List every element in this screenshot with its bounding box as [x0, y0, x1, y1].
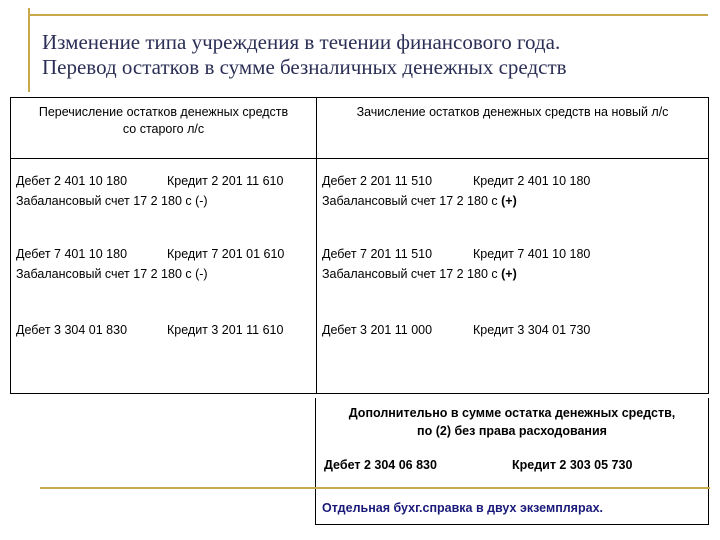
additional-kredit: Кредит 2 303 05 730 — [512, 458, 633, 472]
right-entry-1-kredit: Кредит 2 401 10 180 — [473, 174, 591, 188]
right-header-text: Зачисление остатков денежных средств на новый л/с — [356, 105, 669, 119]
left-entry-1-zabal: Забалансовый счет 17 2 180 с (-) — [16, 194, 208, 208]
left-entry-2-zabal: Забалансовый счет 17 2 180 с (-) — [16, 267, 208, 281]
page-title — [42, 30, 702, 80]
left-entry-1-kredit: Кредит 2 201 11 610 — [167, 174, 284, 188]
entries-table — [10, 97, 709, 394]
left-entry-3-kredit: Кредит 3 201 11 610 — [167, 323, 284, 337]
right-entry-2-sign: (+) — [501, 267, 517, 281]
left-entry-3-debet: Дебет 3 304 01 830 — [16, 323, 128, 337]
right-entry-1-zabal-text: Забалансовый счет 17 2 180 с — [322, 194, 502, 208]
note-text: Отдельная бухг.справка в двух экземплярах. — [322, 501, 603, 515]
additional-line-2: по (2) без права расходования — [417, 424, 607, 438]
decor-vertical-line — [28, 8, 30, 92]
right-entry-1-debet: Дебет 2 201 11 510 — [322, 174, 433, 188]
left-header-line-1: Перечисление остатков денежных средств — [38, 105, 289, 119]
right-entry-3-kredit: Кредит 3 304 01 730 — [473, 323, 591, 337]
decor-bottom-line — [40, 487, 710, 489]
additional-line-1: Дополнительно в сумме остатка денежных средств, — [348, 406, 676, 420]
right-entry-2-debet: Дебет 7 201 11 510 — [322, 247, 433, 261]
left-entry-2-kredit: Кредит 7 201 01 610 — [167, 247, 285, 261]
right-entry-2-zabal-text: Забалансовый счет 17 2 180 с — [322, 267, 502, 281]
right-column-header — [317, 98, 709, 159]
left-entry-1-debet: Дебет 2 401 10 180 — [16, 174, 128, 188]
left-entry-2-debet: Дебет 7 401 10 180 — [16, 247, 128, 261]
right-entry-1-sign: (+) — [501, 194, 517, 208]
additional-description — [316, 404, 708, 440]
title-line-2: Перевод остатков в сумме безналичных денежных средств — [42, 55, 567, 79]
right-entry-3-debet: Дебет 3 201 11 000 — [322, 323, 433, 337]
right-entry-1-zabal — [322, 191, 517, 211]
title-line-1: Изменение типа учреждения в течении финансового года. — [42, 30, 561, 54]
left-column-header — [11, 98, 317, 159]
right-entries-cell — [317, 159, 709, 394]
decor-top-line — [28, 14, 708, 16]
right-entry-2-zabal — [322, 264, 517, 284]
additional-debet: Дебет 2 304 06 830 — [324, 458, 437, 472]
left-header-line-2: со старого л/с — [122, 122, 205, 136]
right-entry-2-kredit: Кредит 7 401 10 180 — [473, 247, 591, 261]
left-entries-cell — [11, 159, 317, 394]
